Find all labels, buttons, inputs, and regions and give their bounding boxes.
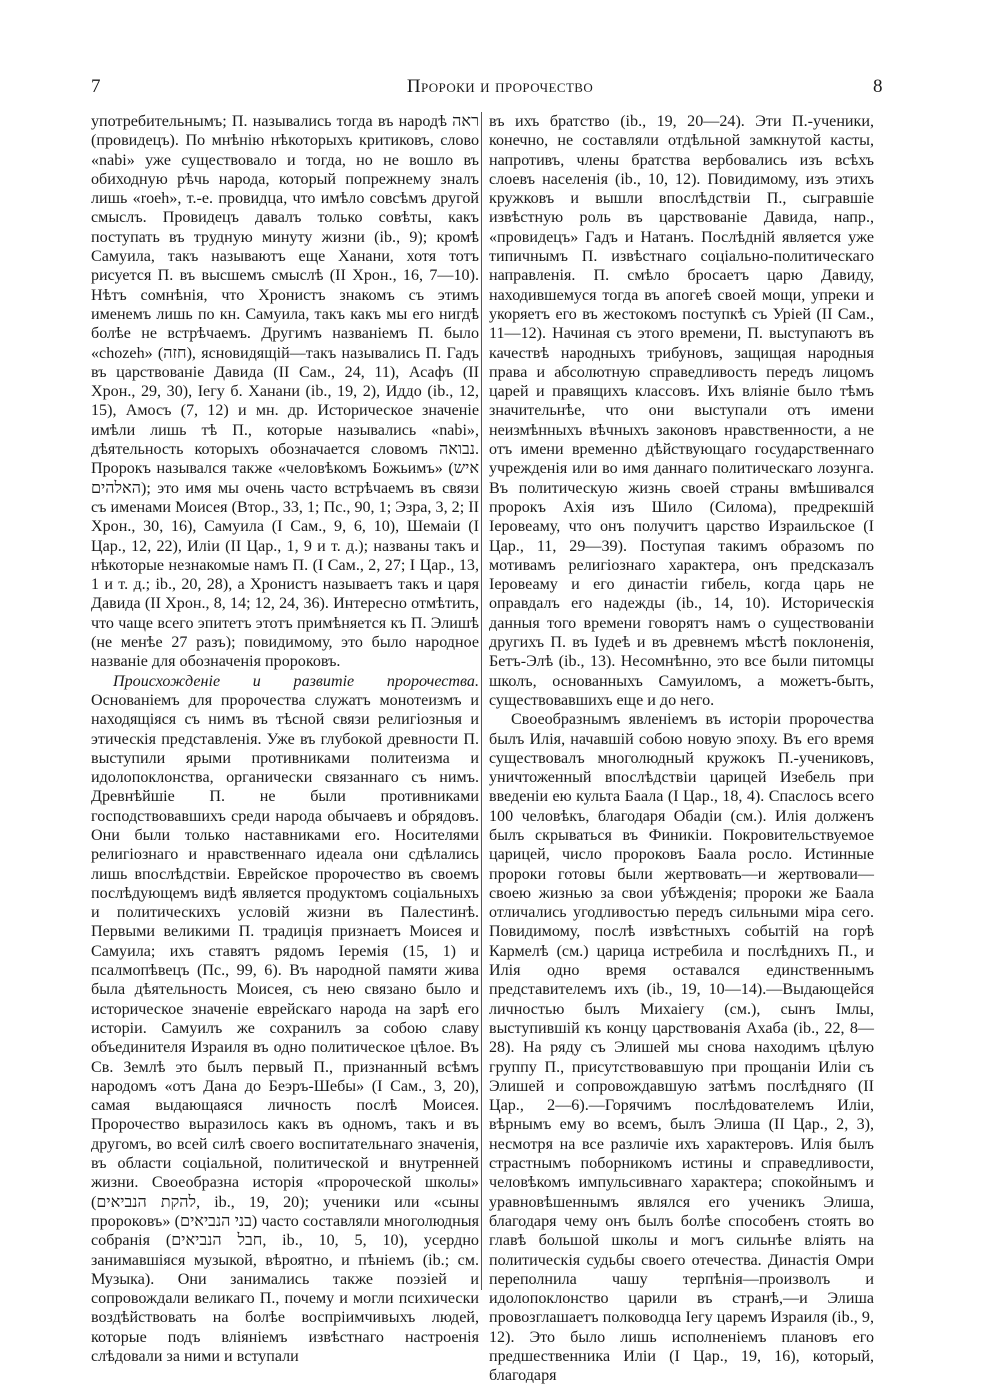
page-number-left: 7 xyxy=(91,76,101,97)
left-column xyxy=(91,112,479,1365)
right-paragraph-2: Своеобразнымъ явленіемъ въ исторіи пророчества былъ Илія, начавшій собою новую эпоху. Въ его время существовалъ многолюдный кружокъ П.-учениковъ, уничтоженный впослѣдствіи царицей Изебель при введеніи ею культа Баала (I Цар., 18, 4). Спаслось всего 100 человѣкъ, благодаря Обадіи (см.). Илія долженъ былъ скрываться въ Финикіи. Покровительствуемое царицей, число пророковъ Баала росло. Истинные пророки готовы были жертвовать—и жертвовали—своею жизнью за свои убѣжденія; пророки же Баала отличались угодливостью передъ сильными міра сего. Повидимому, послѣ извѣстныхъ событій на горѣ Кармелѣ (см.) царица истребила и послѣднихъ П., и Илія одно время оставался единственнымъ представителемъ ихъ (ib., 19, 10—14).—Выдающейся личностью былъ Михаіегу (см.), сынъ Імлы, выступившій къ концу царствованія Ахаба (ib., 22, 8—28). На ряду съ Элишей мы снова находимъ цѣлую группу П., присутствовавшую при прощаніи Иліи съ Элишей и сопровождавшую затѣмъ послѣдняго (II Цар., 2—6).—Горячимъ послѣдователемъ Иліи, вѣрнымъ ему во всемъ, былъ Элиша (II Цар., 2, 3), несмотря на все различіе ихъ характеровъ. Илія былъ страстнымъ поборникомъ истины и справедливости, человѣкомъ импульсивнаго характера; спокойнымъ и уравновѣшеннымъ являлся его ученикъ Элиша, благодаря чему онъ былъ болѣе способенъ стоять во главѣ большой школы и могъ сильнѣе вліять на политическія судьбы своего отечества. Династія Омри переполнила чашу терпѣнія—произволъ и идолопоклонство царили въ странѣ,—и Элиша провозглашаетъ полководца Іегу царемъ Израиля (ib., 9, 12). Это было лишь исполненіемъ плановъ его предшественника Иліи (I Цар., 19, 16), который, благодаря xyxy=(489,711,874,1385)
column-divider xyxy=(481,112,482,1290)
left-paragraph-2 xyxy=(91,672,479,1367)
page-title: Пророки и пророчество xyxy=(406,76,594,97)
running-header xyxy=(0,76,1000,100)
section-heading: Происхожденіе и развитіе пророчества. xyxy=(113,672,479,690)
left-paragraph-1: употребительнымъ; П. назывались тогда въ народѣ ראה (провидецъ). По мнѣнію нѣкоторыхъ критиковъ, слово «nabi» уже существовало и тогда, но не вошло въ обиходную рѣчь народа, который попрежнему зналъ лишь «roeh», т.-е. провидца, что имѣло совсѣмъ другой смыслъ. Провидецъ давалъ только совѣты, какъ поступать въ трудную минуту жизни (ib., 9); кромѣ Самуила, такъ называютъ еще Ханани, хотя тотъ рисуется П. въ высшемъ смыслѣ (II Хрон., 16, 7—10). Нѣтъ сомнѣнія, что Хронистъ знакомъ съ этимъ именемъ лишь по кн. Самуила, такъ какъ мы его нигдѣ болѣе не встрѣчаемъ. Другимъ названіемъ П. было «chozeh» (חזה), ясновидящій—такъ назывались П. Гадъ въ царствованіе Давида (II Сам., 24, 11), Асафъ (II Хрон., 29, 30), Iегу б. Ханани (ib., 19, 2), Иддо (ib., 12, 15), Амосъ (7, 12) и мн. др. Историческое значеніе имѣли лишь тѣ П., которые назывались «nabi», дѣятельность которыхъ обозначается словомъ נבואה. Пророкъ назывался также «человѣкомъ Божьимъ» (איש האלהים); это имя мы очень часто встрѣчаемъ въ связи съ именами Моисея (Втор., 33, 1; Пс., 90, 1; Эзра, 3, 2; II Хрон., 30, 16), Самуила (I Сам., 9, 6, 10), Шемаіи (I Цар., 12, 22), Иліи (II Цар., 1, 9 и т. д.); названы такъ и нѣкоторые незнакомые намъ П. (I Сам., 2, 27; I Цар., 13, 1 и т. д.; ib., 20, 28), а Хронистъ называетъ такъ и царя Давида (II Хрон., 8, 14; 12, 24, 36). Интересно отмѣтить, что чаще всего эпитетъ этотъ примѣняется къ П. Элишѣ (не менѣе 27 разъ); повидимому, это было народное названіе для обозначенія пророковъ. xyxy=(91,113,479,671)
right-column xyxy=(489,112,874,1385)
right-paragraph-1: въ ихъ братство (ib., 19, 20—24). Эти П.-ученики, конечно, не составляли отдѣльной замкнутой касты, напротивъ, члены братства вербовались изъ всѣхъ слоевъ населенія (ib., 10, 12). Повидимому, изъ этихъ кружковъ и вышли впослѣдствіи П., сыгравшіе извѣстную роль въ царствованіе Давида, напр., «провидецъ» Гадъ и Натанъ. Послѣдній является уже типичнымъ П. извѣстнаго соціально-политическаго направленія. П. смѣло бросаетъ царю Давиду, находившемуся тогда въ апогеѣ своей мощи, упреки и укоряетъ его въ жестокомъ поступкѣ съ Уріей (II Сам., 11—12). Начиная съ этого времени, П. выступаютъ въ качествѣ народныхъ трибуновъ, защищая народныя права и абсолютную справедливость передъ лицомъ царей и правящихъ классовъ. Ихъ вліяніе было тѣмъ значительнѣе, что они выступали отъ имени неизмѣнныхъ вѣчныхъ законовъ нравственности, а не отъ имени временно дѣйствующаго государственнаго учрежденія или во имя даннаго политическаго лозунга. Въ политическую жизнь своей страны вмѣшивался пророкъ Ахія изъ Шило (Силома), предрекшій Іеровеаму, что онъ получитъ царство Израильское (I Цар., 11, 29—39). Поступая такимъ образомъ по мотивамъ религіознаго характера, онъ предсказалъ Іеровеаму и его династіи гибель, когда царь не оправдалъ его надежды (ib., 14, 10). Историческія данныя того времени говорятъ намъ о существованіи другихъ П. въ Іудеѣ и въ древнемъ мѣстѣ поклоненія, Бетъ-Элѣ (ib., 13). Несомнѣнно, это все были питомцы школъ, основанныхъ Самуиломъ, а можетъ-быть, существовавшихъ еще и до него. xyxy=(489,113,874,709)
page-number-right: 8 xyxy=(873,76,883,97)
left-paragraph-2-text: Основаніемъ для пророчества служатъ монотеизмъ и находящіяся съ нимъ въ тѣсной связи религіозныя и этическія представленія. Уже въ глубокой древности П. выступили ярыми противниками политеизма и идолопоклонства, органически связаннаго съ нимъ. Древнѣйшіе П. не были противниками господствовавшихъ среди народа обычаевъ и обрядовъ. Они были только наставниками его. Носителями религіознаго и нравственнаго идеала они сдѣлались лишь впослѣдствіи. Еврейское пророчество въ своемъ послѣдующемъ видѣ является продуктомъ соціальныхъ и политическихъ условій жизни въ Палестинѣ. Первыми великими П. традиція признаетъ Моисея и Самуила; ихъ ставятъ рядомъ Іеремія (15, 1) и псалмопѣвецъ (Пс., 99, 6). Въ народной памяти жива была дѣятельность Моисея, съ нею связано было и историческое значеніе еврейскаго народа на зарѣ его исторіи. Самуилъ же сохранилъ за собою славу объединителя Израиля въ одно политическое цѣлое. Въ Св. Землѣ это былъ первый П., признанный всѣмъ народомъ «отъ Дана до Беэръ-Шебы» (I Сам., 3, 20), самая выдающаяся личность послѣ Моисея. Пророчество выразилось какъ въ одномъ, такъ и въ другомъ, во всей силѣ своего воспитательнаго значенія, въ области соціальной, политической и внутренней жизни. Своеобразна исторія «пророческой школы» (להקת הנביאים, ib., 19, 20); ученики или «сыны пророковъ» (בני הנביאים) часто составляли многолюдныя собранія (חבל הנביאים, ib., 10, 5, 10), усердно занимавшіяся музыкой, вѣроятно, и пѣніемъ (ib.; см. Музыка). Они занимались также поэзіей и сопровождали великаго П., почему и могли психически воздѣйствовать на болѣе воспріимчивыхъ людей, которые подъ вліяніемъ извѣстнаго настроенія слѣдовали за ними и вступали xyxy=(91,691,479,1365)
